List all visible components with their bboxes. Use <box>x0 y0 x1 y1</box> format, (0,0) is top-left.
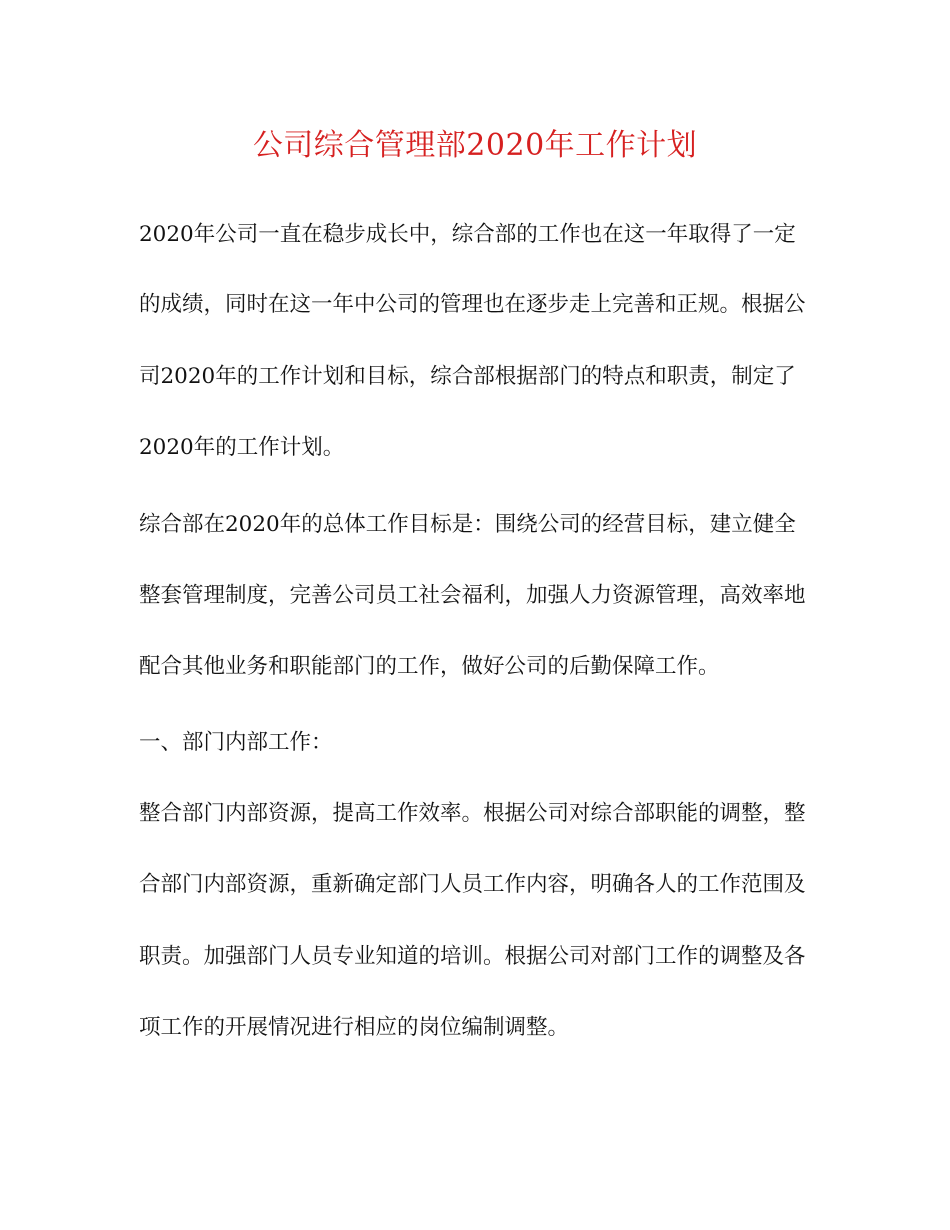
paragraph-line: 整套管理制度，完善公司员工社会福利，加强人力资源管理，高效率地 <box>139 583 806 608</box>
paragraph-line: 整合部门内部资源，提高工作效率。根据公司对综合部职能的调整，整 <box>139 801 806 826</box>
document-title: 公司综合管理部2020年工作计划 <box>252 128 698 163</box>
paragraph-line: 的成绩，同时在这一年中公司的管理也在逐步走上完善和正规。根据公 <box>139 292 806 317</box>
paragraph-line: 配合其他业务和职能部门的工作，做好公司的后勤保障工作。 <box>139 654 720 679</box>
paragraph-line: 综合部在2020年的总体工作目标是：围绕公司的经营目标，建立健全 <box>139 512 796 537</box>
paragraph-line: 合部门内部资源，重新确定部门人员工作内容，明确各人的工作范围及 <box>139 872 806 897</box>
paragraph-line: 2020年公司一直在稳步成长中，综合部的工作也在这一年取得了一定 <box>139 222 796 247</box>
paragraph-line: 司2020年的工作计划和目标，综合部根据部门的特点和职责，制定了 <box>139 364 796 389</box>
paragraph-line: 职责。加强部门人员专业知道的培训。根据公司对部门工作的调整及各 <box>139 944 806 969</box>
paragraph-line: 项工作的开展情况进行相应的岗位编制调整。 <box>139 1015 570 1040</box>
section-heading: 一、部门内部工作： <box>139 730 333 755</box>
paragraph-line: 2020年的工作计划。 <box>139 435 345 460</box>
